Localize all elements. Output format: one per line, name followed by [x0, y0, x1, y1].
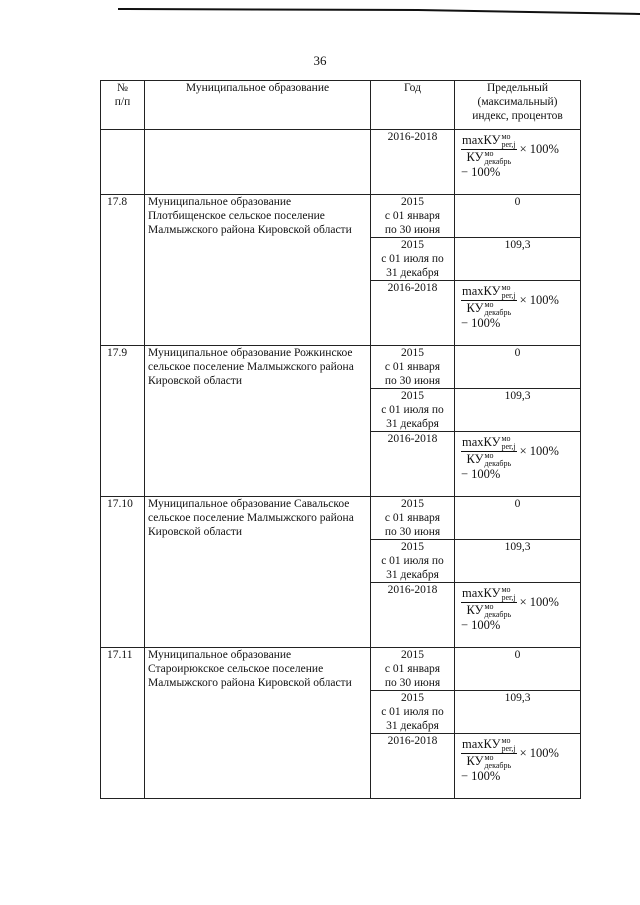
formula-denom-sub: декабрь [484, 459, 512, 468]
cell-index-formula [455, 130, 581, 195]
cell-year [371, 691, 455, 734]
formula-fraction [461, 586, 517, 619]
cell-index-value [455, 346, 581, 389]
index-value: 0 [514, 498, 521, 510]
table-row-continuation [101, 130, 581, 195]
formula-fraction [461, 737, 517, 770]
index-value: 0 [514, 196, 521, 208]
cell-index-value [455, 540, 581, 583]
index-value: 0 [514, 649, 521, 661]
row-number: 17.9 [107, 347, 128, 359]
page-number: 36 [313, 53, 327, 68]
formula-numerator [461, 737, 517, 754]
formula-denom-sub: декабрь [484, 157, 512, 166]
cell-municipality [145, 648, 371, 799]
index-value: 109,3 [504, 390, 531, 402]
formula-numerator [461, 133, 517, 150]
formula-minus: − 100% [461, 316, 501, 330]
formula-denom-sup: мо [484, 602, 494, 611]
cell-index-value [455, 389, 581, 432]
formula-fraction [461, 435, 517, 468]
formula-numer-main: maxКУ [462, 132, 501, 147]
index-formula [461, 435, 578, 481]
formula-denominator [467, 603, 512, 619]
formula-numerator [461, 586, 517, 603]
index-formula [461, 133, 578, 179]
index-value: 0 [514, 347, 521, 359]
municipality-name: Муниципальное образование Староирюкское сельское поселение Малмыжского района Кировской области [148, 649, 352, 689]
cell-year [371, 238, 455, 281]
formula-fraction [461, 284, 517, 317]
formula-minus: − 100% [461, 769, 501, 783]
formula-numer-sub: рег,j [501, 291, 516, 300]
year-text: 2015 с 01 января по 30 июня [384, 649, 441, 689]
formula-numer-sup: мо [501, 283, 511, 292]
formula-denom-sub: декабрь [484, 308, 512, 317]
table-header-row [101, 81, 581, 130]
year-text: 2016-2018 [387, 282, 438, 294]
cell-year [371, 281, 455, 346]
formula-times: × 100% [519, 746, 559, 760]
formula-numer-sup: мо [501, 132, 511, 141]
row-number: 17.8 [107, 196, 128, 208]
year-text: 2016-2018 [387, 735, 438, 747]
cell-year [371, 389, 455, 432]
cell-index-value [455, 238, 581, 281]
year-text: 2016-2018 [387, 433, 438, 445]
header-year-text: Год [404, 82, 421, 94]
index-value: 109,3 [504, 239, 531, 251]
formula-numer-main: maxКУ [462, 283, 501, 298]
cell-year [371, 540, 455, 583]
year-text: 2015 с 01 июля по 31 декабря [381, 541, 444, 581]
cell-num [101, 497, 145, 648]
row-number: 17.11 [107, 649, 133, 661]
index-formula [461, 586, 578, 632]
index-formula [461, 284, 578, 330]
formula-times: × 100% [519, 444, 559, 458]
cell-year [371, 734, 455, 799]
year-text: 2015 с 01 января по 30 июня [384, 498, 441, 538]
formula-numer-sup: мо [501, 585, 511, 594]
formula-times: × 100% [519, 142, 559, 156]
table-row [101, 346, 581, 389]
index-value: 109,3 [504, 692, 531, 704]
header-municipality [145, 81, 371, 130]
cell-index-formula [455, 583, 581, 648]
year-text: 2015 с 01 июля по 31 декабря [381, 239, 444, 279]
header-index [455, 81, 581, 130]
formula-denom-sup: мо [484, 149, 494, 158]
year-text: 2015 с 01 июля по 31 декабря [381, 692, 444, 732]
formula-denom-main: КУ [466, 451, 484, 466]
year-text: 2016-2018 [387, 131, 438, 143]
header-num [101, 81, 145, 130]
index-value: 109,3 [504, 541, 531, 553]
municipality-name: Муниципальное образование Рожкинское сельское поселение Малмыжского района Кировской области [148, 347, 354, 387]
formula-minus: − 100% [461, 467, 501, 481]
formula-numer-sup: мо [501, 434, 511, 443]
formula-denom-main: КУ [466, 300, 484, 315]
year-text: 2015 с 01 января по 30 июня [384, 196, 441, 236]
cell-num [101, 346, 145, 497]
formula-denom-sub: декабрь [484, 610, 512, 619]
cell-year [371, 432, 455, 497]
formula-minus: − 100% [461, 165, 501, 179]
cell-municipality [145, 346, 371, 497]
formula-numer-sub: рег,j [501, 442, 516, 451]
cell-num [101, 648, 145, 799]
municipality-name: Муниципальное образование Плотбищенское сельское поселение Малмыжского района Кировской области [148, 196, 352, 236]
formula-numer-sub: рег,j [501, 593, 516, 602]
index-formula [461, 737, 578, 783]
cell-index-value [455, 691, 581, 734]
header-year [371, 81, 455, 130]
cell-year [371, 497, 455, 540]
formula-numerator [461, 284, 517, 301]
formula-numer-main: maxКУ [462, 434, 501, 449]
formula-minus: − 100% [461, 618, 501, 632]
cell-index-value [455, 497, 581, 540]
row-number: 17.10 [107, 498, 133, 510]
formula-denominator [467, 452, 512, 468]
table-row [101, 195, 581, 238]
cell-num [101, 130, 145, 195]
cell-index-value [455, 195, 581, 238]
cell-year [371, 130, 455, 195]
formula-numer-main: maxКУ [462, 736, 501, 751]
formula-fraction [461, 133, 517, 166]
cell-year [371, 346, 455, 389]
cell-municipality [145, 497, 371, 648]
formula-times: × 100% [519, 293, 559, 307]
formula-numerator [461, 435, 517, 452]
formula-numer-sub: рег,j [501, 140, 516, 149]
cell-year [371, 583, 455, 648]
formula-denom-sub: декабрь [484, 761, 512, 770]
formula-denom-sup: мо [484, 451, 494, 460]
table-row [101, 497, 581, 540]
scan-edge-line [118, 5, 640, 17]
limit-index-table [100, 80, 581, 799]
formula-denominator [467, 150, 512, 166]
formula-times: × 100% [519, 595, 559, 609]
header-municipality-text: Муниципальное образование [185, 82, 330, 94]
cell-index-value [455, 648, 581, 691]
table-row [101, 648, 581, 691]
formula-denom-main: КУ [466, 602, 484, 617]
cell-num [101, 195, 145, 346]
cell-municipality [145, 195, 371, 346]
cell-year [371, 648, 455, 691]
header-num-text: № п/п [114, 82, 131, 108]
formula-denom-sup: мо [484, 300, 494, 309]
header-index-text: Предельный (максимальный) индекс, процентов [472, 82, 563, 122]
year-text: 2016-2018 [387, 584, 438, 596]
formula-denom-sup: мо [484, 753, 494, 762]
year-text: 2015 с 01 июля по 31 декабря [381, 390, 444, 430]
formula-denominator [467, 754, 512, 770]
cell-year [371, 195, 455, 238]
cell-index-formula [455, 281, 581, 346]
formula-numer-sup: мо [501, 736, 511, 745]
formula-denominator [467, 301, 512, 317]
formula-denom-main: КУ [466, 149, 484, 164]
formula-numer-main: maxКУ [462, 585, 501, 600]
formula-denom-main: КУ [466, 753, 484, 768]
municipality-name: Муниципальное образование Савальское сельское поселение Малмыжского района Кировской области [148, 498, 354, 538]
cell-municipality [145, 130, 371, 195]
cell-index-formula [455, 432, 581, 497]
cell-index-formula [455, 734, 581, 799]
formula-numer-sub: рег,j [501, 744, 516, 753]
year-text: 2015 с 01 января по 30 июня [384, 347, 441, 387]
